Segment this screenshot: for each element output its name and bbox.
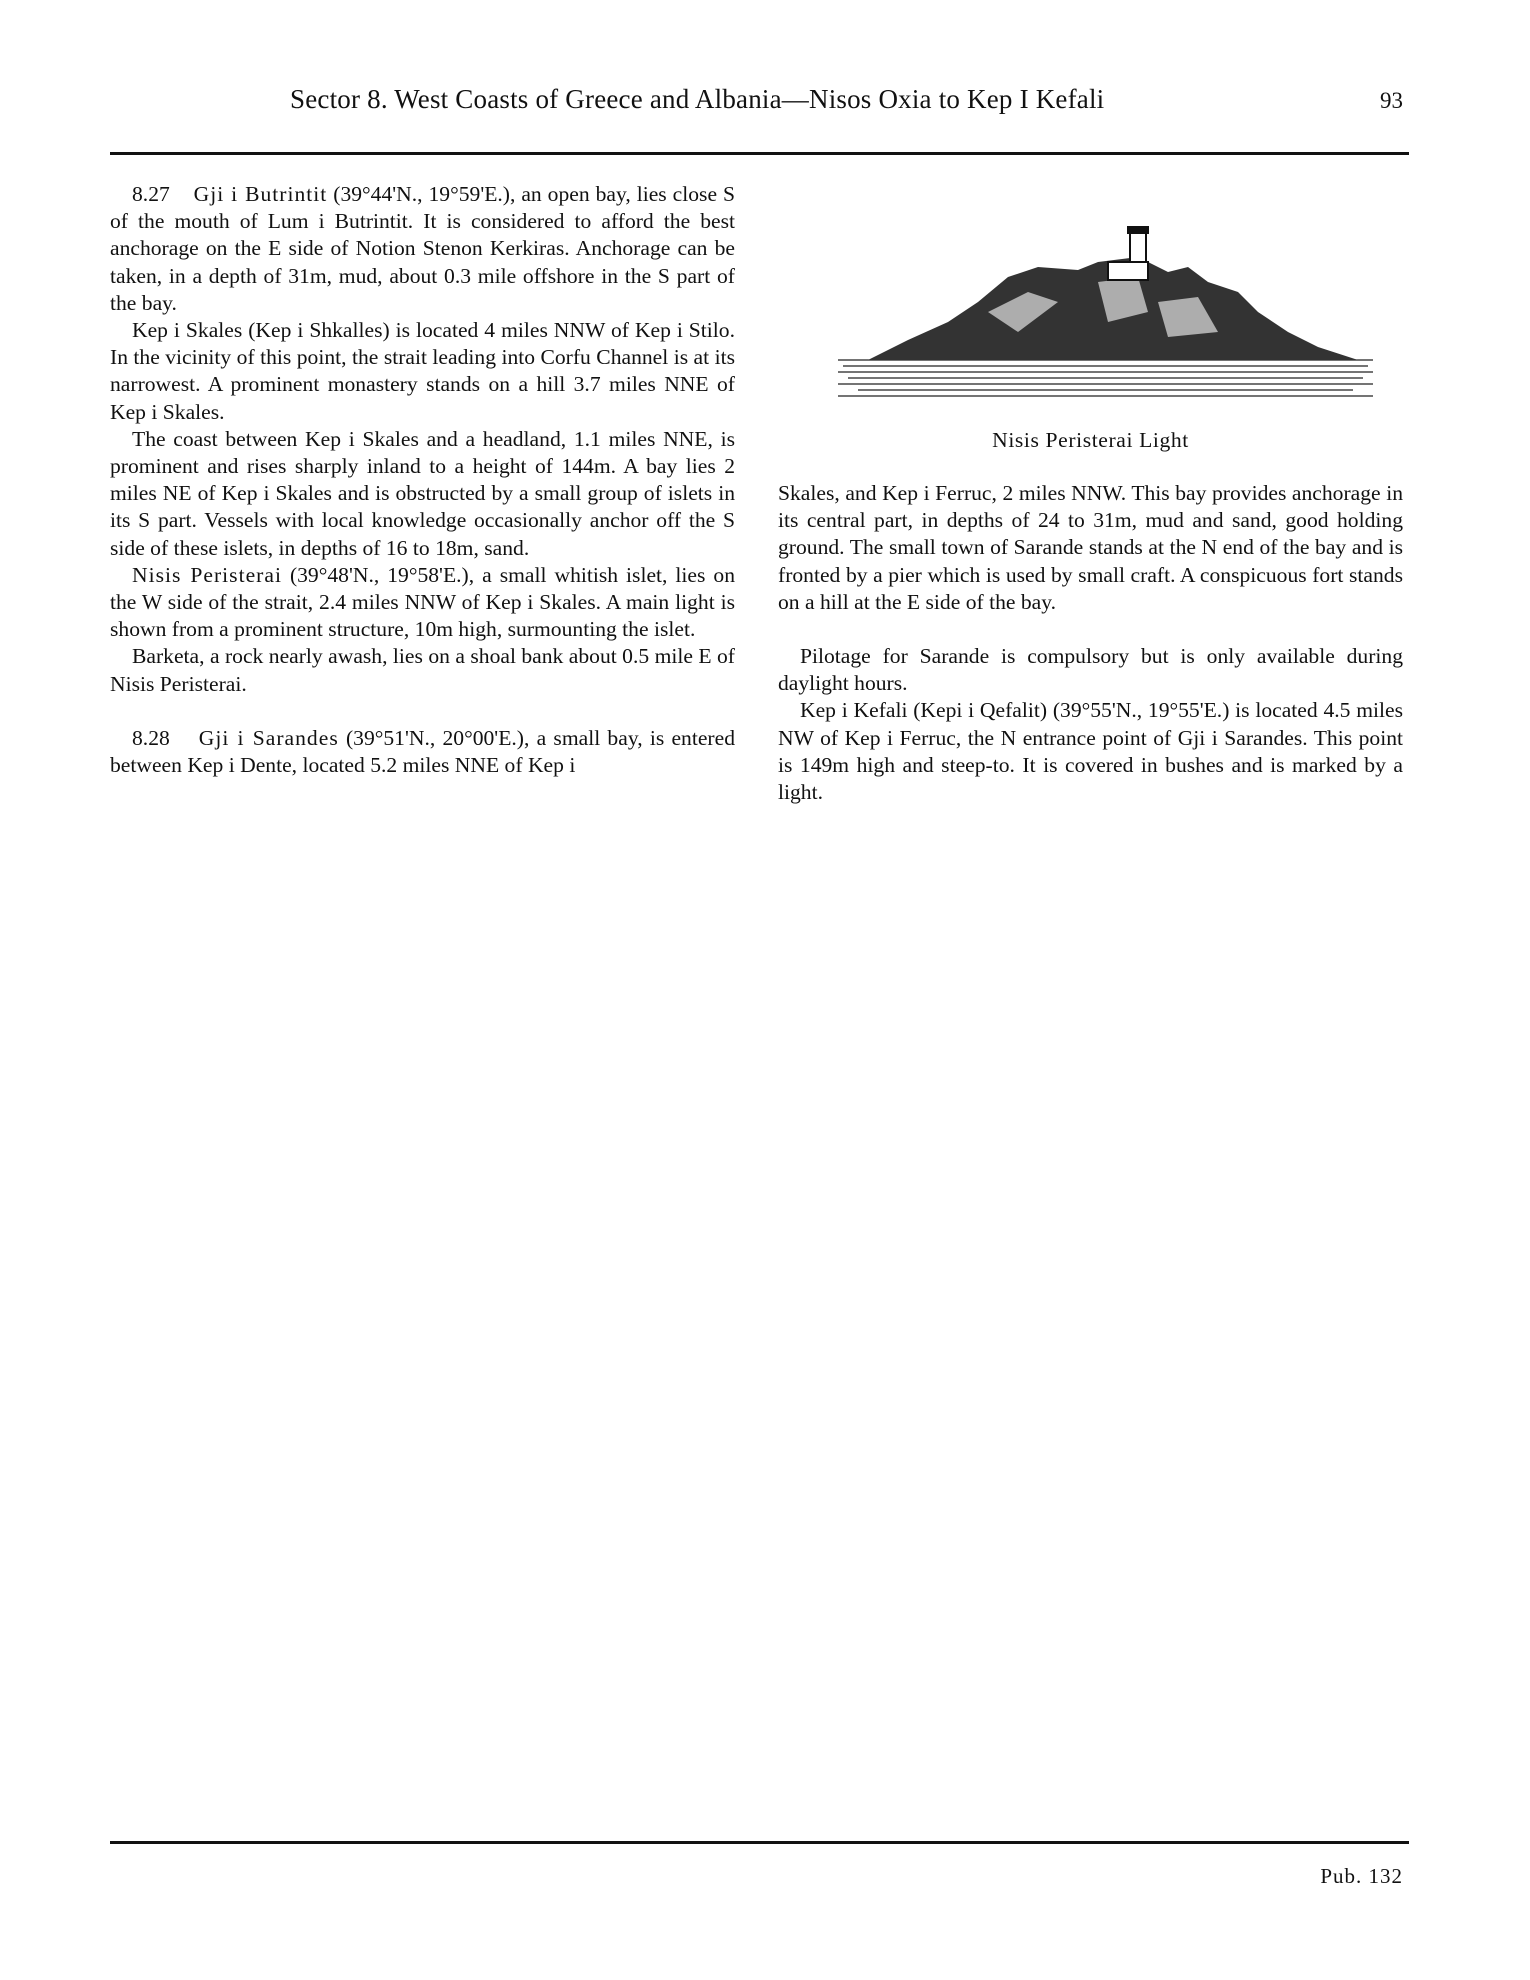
place-name: Gji i Sarandes	[198, 725, 339, 750]
paragraph-text: (39°51'N., 20°00'E.), a small bay, is entered between Kep i Dente, located 5.2 miles NNE of Kep i	[110, 725, 736, 778]
place-name: Gji i Butrintit	[193, 182, 328, 206]
paragraph	[110, 562, 735, 644]
sea-lines	[838, 360, 1373, 396]
publication-number: Pub. 132	[1320, 1864, 1403, 1888]
place-name: Nisis Peristerai	[132, 562, 282, 587]
paragraph: Kep i Skales (Kep i Shkalles) is located 4 miles NNW of Kep i Stilo. In the vicinity of this point, the strait leading into Corfu Channel is at its narrowest. A prominent monastery stands on a hill 3.7 miles NNE of Kep i Skales.	[110, 318, 735, 424]
paragraph: Pilotage for Sarande is compulsory but is only available during daylight hours.	[778, 644, 1403, 696]
left-column	[110, 181, 735, 779]
section-number: 8.27	[132, 182, 170, 206]
lighthouse-tower	[1108, 226, 1149, 280]
header-title: Sector 8. West Coasts of Greece and Albania—Nisos Oxia to Kep I Kefali	[290, 84, 1105, 114]
paragraph-text: (39°44'N., 19°59'E.), an open bay, lies close S of the mouth of Lum i Butrintit. It is considered to afford the best anchorage on the E side of Notion Stenon Kerkiras. Anchorage can be taken, in a depth of 31m, mud, about 0.3 mile offshore in the S part of the bay.	[110, 182, 735, 315]
paragraph: Kep i Kefali (Kepi i Qefalit) (39°55'N., 19°55'E.) is located 4.5 miles NW of Kep i Ferruc, the N entrance point of Gji i Sarandes. This point is 149m high and steep-to. It is covered in bushes and is marked by a light.	[778, 698, 1403, 805]
page-number: 93	[1380, 88, 1403, 113]
paragraph-8-27	[110, 181, 735, 317]
running-header	[110, 84, 1403, 124]
footer-rule	[110, 1841, 1409, 1844]
figure-caption: Nisis Peristerai Light	[992, 428, 1189, 452]
right-column	[778, 480, 1403, 806]
paragraph-text: (39°48'N., 19°58'E.), a small whitish islet, lies on the W side of the strait, 2.4 miles NNW of Kep i Skales. A main light is shown from a prominent structure, 10m high, surmounting the islet.	[110, 562, 735, 642]
paragraph-8-28	[110, 725, 735, 779]
lighthouse-illustration	[838, 222, 1373, 412]
paragraph: The coast between Kep i Skales and a headland, 1.1 miles NNE, is prominent and rises sharply inland to a height of 144m. A bay lies 2 miles NE of Kep i Skales and is obstructed by a small group of islets in its S part. Vessels with local knowledge occasionally anchor off the S side of these islets, in depths of 16 to 18m, sand.	[110, 426, 735, 560]
header-rule	[110, 152, 1409, 155]
paragraph: Skales, and Kep i Ferruc, 2 miles NNW. This bay provides anchorage in its central part, in depths of 24 to 31m, mud and sand, good holding ground. The small town of Sarande stands at the N end of the bay and is fronted by a pier which is used by small craft. A conspicuous fort stands on a hill at the E side of the bay.	[778, 481, 1403, 614]
paragraph: Barketa, a rock nearly awash, lies on a shoal bank about 0.5 mile E of Nisis Peristerai.	[110, 644, 735, 696]
section-number: 8.28	[132, 725, 170, 750]
